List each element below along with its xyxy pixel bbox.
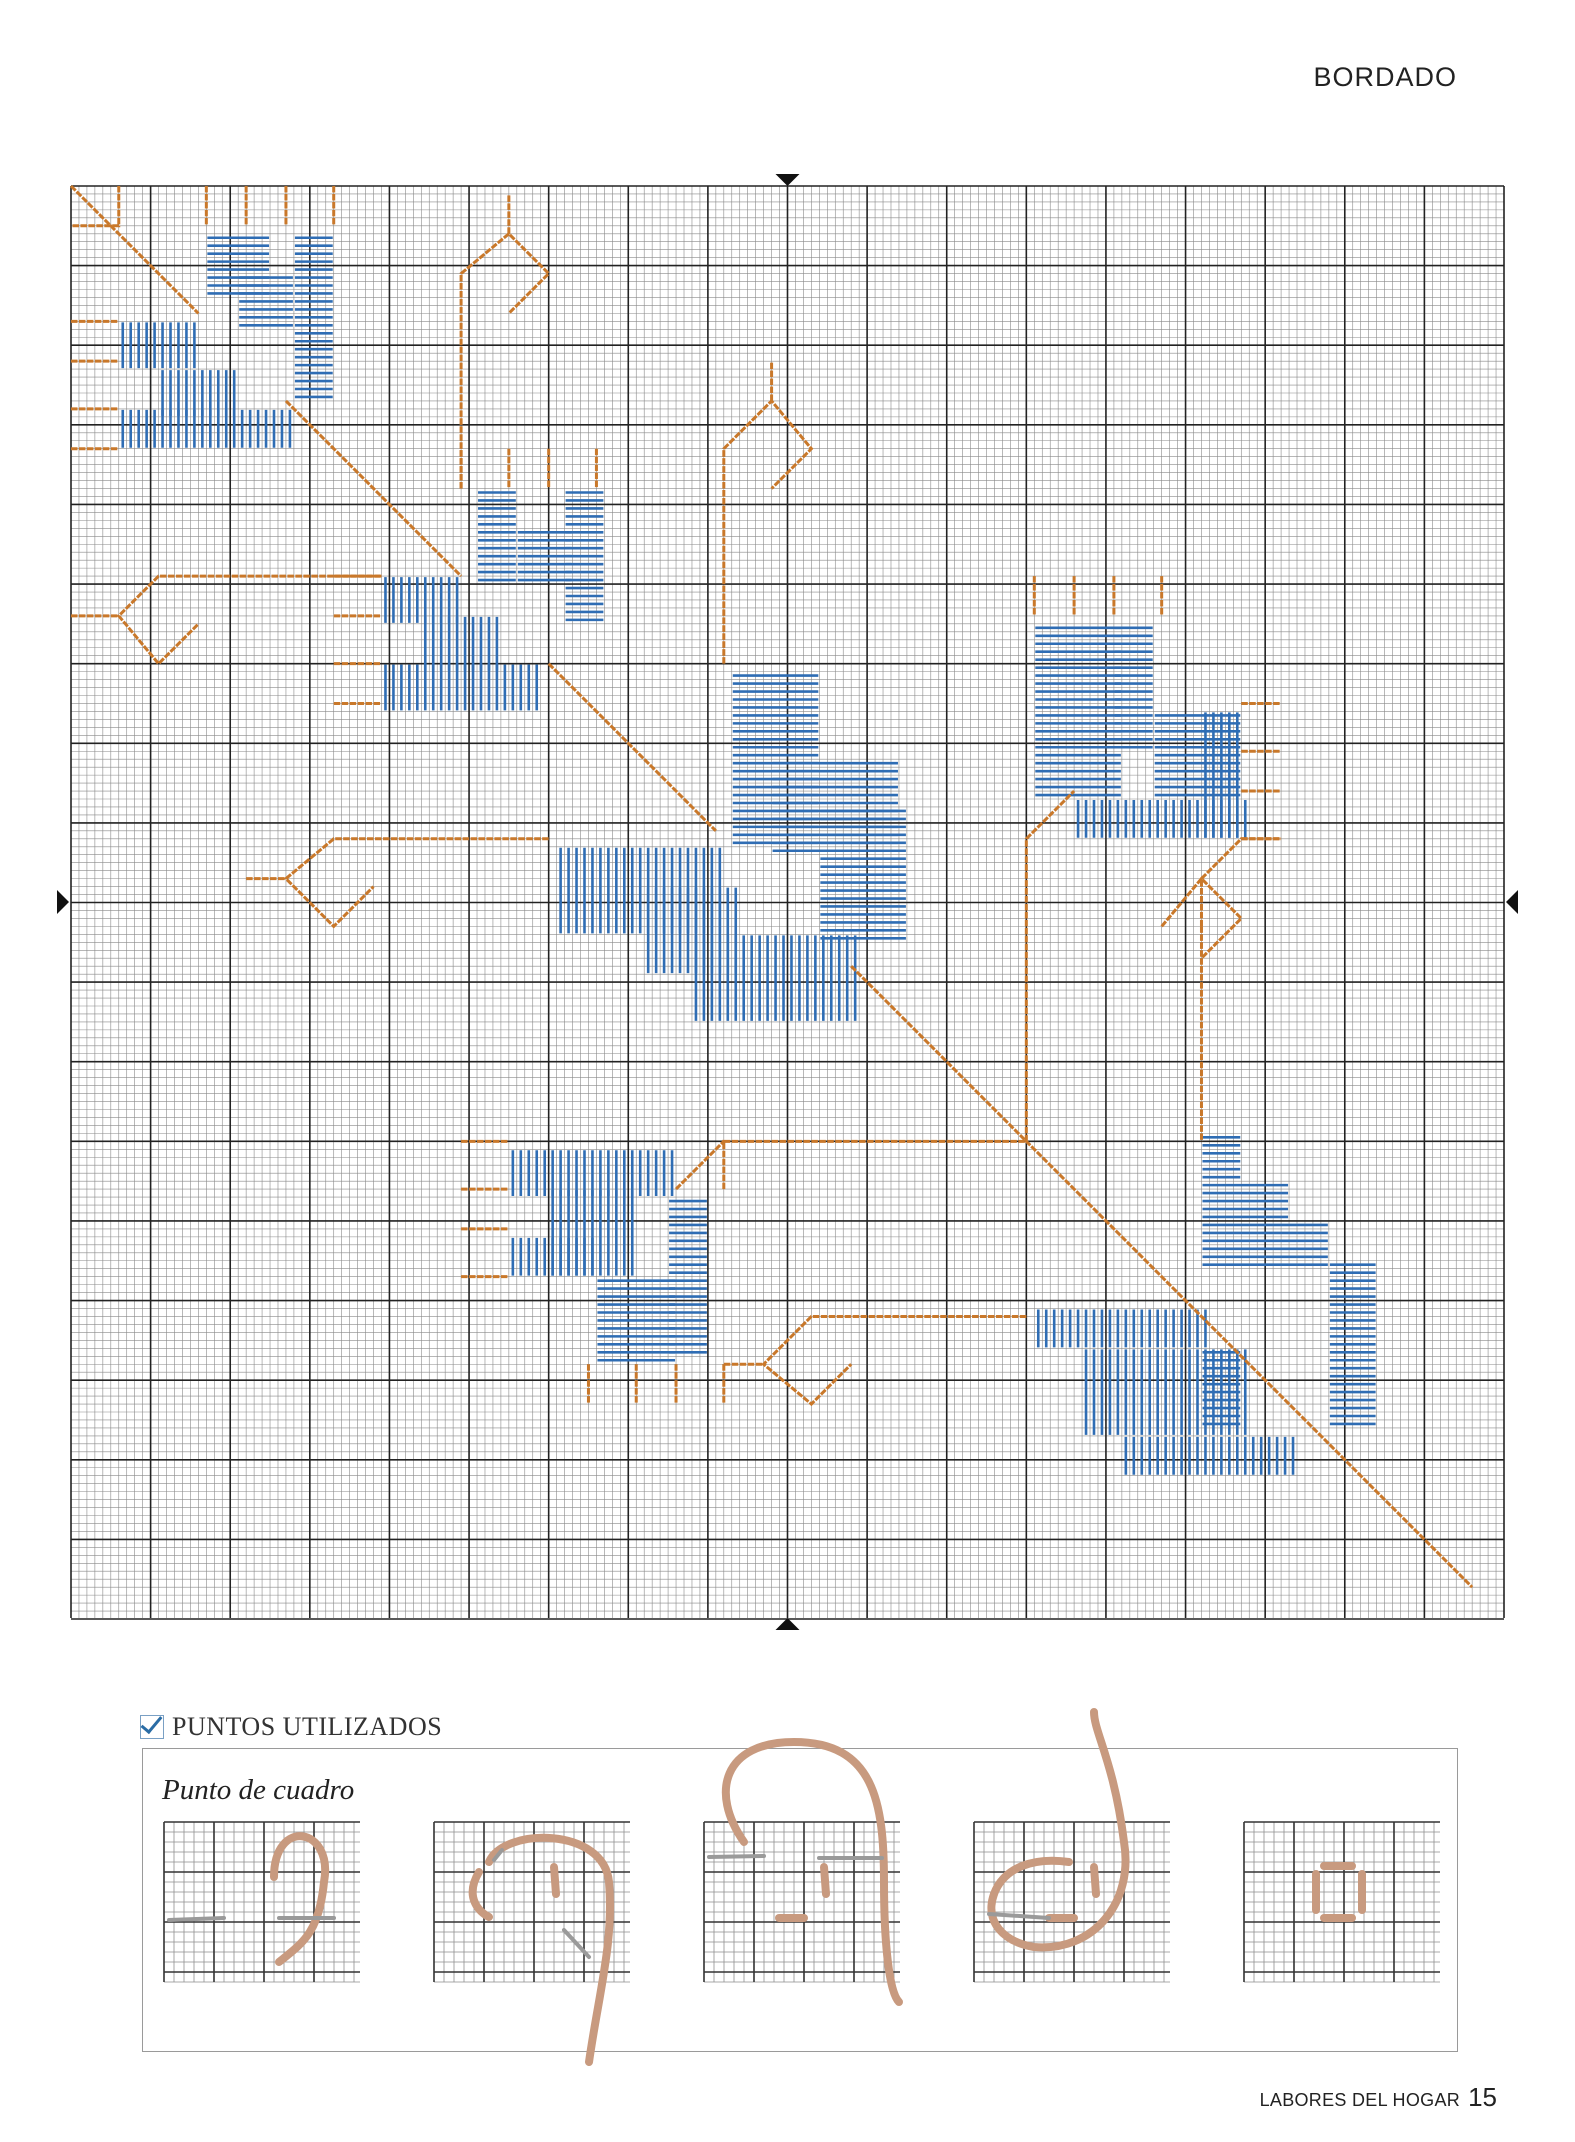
section-title: BORDADO [1313,62,1457,92]
blue-stitch-block-32 [1330,1265,1376,1424]
right-marker-icon [1506,890,1518,914]
backstitch-line-26 [724,401,812,664]
checkbox-check-icon [140,1715,164,1739]
blue-stitch-block-9 [566,493,604,620]
page-footer [1260,2082,1497,2113]
top-marker-icon [776,174,800,186]
page-number: 15 [1468,2082,1497,2112]
backstitch-line-3 [549,664,716,831]
magazine-name: LABORES DEL HOGAR [1259,2090,1461,2110]
blue-stitch-block-30 [1202,1185,1288,1217]
blue-stitch-block-24 [513,1150,672,1196]
legend-heading [140,1712,442,1742]
blue-stitch-block-15 [820,811,906,938]
backstitch-line-24 [119,576,382,664]
stitch-name: Punto de cuadro [162,1774,355,1806]
blue-stitch-block-8 [518,532,572,580]
blue-stitch-block-3 [239,278,293,326]
left-marker-icon [57,890,69,914]
backstitch-line-52 [764,1316,1027,1404]
blue-stitch-block-2 [295,238,333,397]
backstitch-line-28 [286,839,549,927]
legend-title: PUNTOS UTILIZADOS [172,1712,443,1741]
blue-stitch-block-18 [696,935,855,1021]
